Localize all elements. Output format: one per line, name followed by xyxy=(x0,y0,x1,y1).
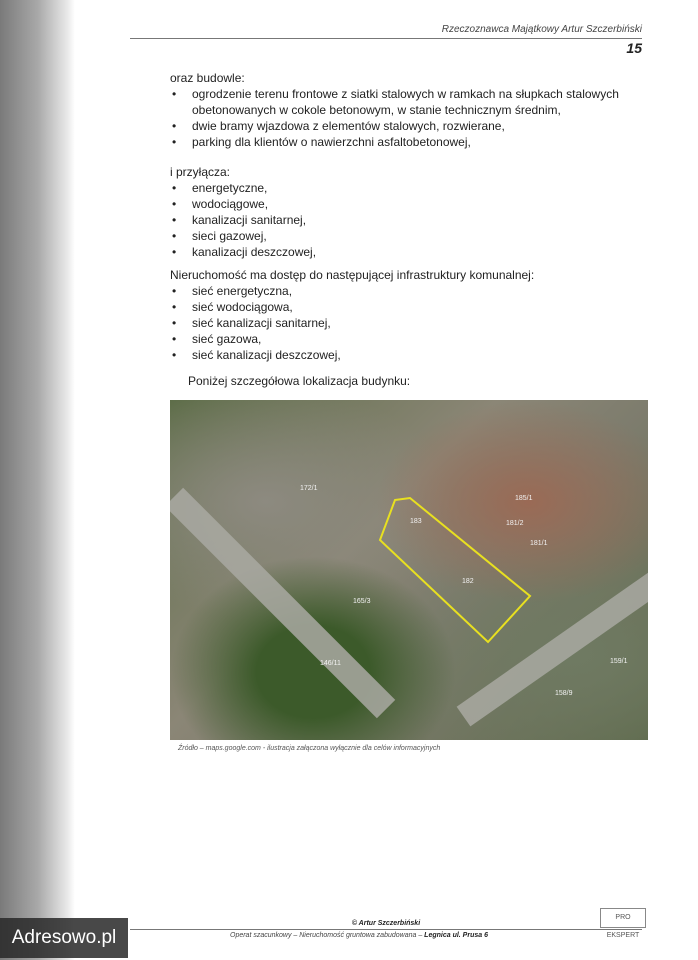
section-intro: Nieruchomość ma dostęp do następującej infrastruktury komunalnej: xyxy=(170,268,535,282)
aerial-map xyxy=(170,400,648,740)
section-intro: i przyłącza: xyxy=(170,165,231,179)
map-caption: Źródło – maps.google.com - ilustracja załączona wyłącznie dla celów informacyjnych xyxy=(178,745,441,752)
list-item: • parking dla klientów o nawierzchni asfaltobetonowej, xyxy=(170,134,640,150)
buildings-section xyxy=(170,70,640,150)
footer-location: Legnica ul. Prusa 6 xyxy=(424,932,488,939)
footer-divider xyxy=(130,929,642,930)
list-item: • ogrodzenie terenu frontowe z siatki stalowych w ramkach na słupkach stalowych obetonowanych w cokole betonowym, w stanie technicznym średnim, xyxy=(170,86,640,118)
connections-section xyxy=(170,164,640,260)
footer-text xyxy=(230,932,488,939)
parcel-label: 146/11 xyxy=(320,660,341,667)
list-item: • dwie bramy wjazdowa z elementów stalowych, rozwierane, xyxy=(170,118,640,134)
list-item: • sieć energetyczna, xyxy=(170,283,640,299)
footer-description: Operat szacunkowy – Nieruchomość gruntowa zabudowana – xyxy=(230,932,425,939)
parcel-label: 181/1 xyxy=(530,540,548,547)
parcel-label: 159/1 xyxy=(610,658,628,665)
parcel-outline xyxy=(170,400,648,740)
list-item: • kanalizacji deszczowej, xyxy=(170,244,640,260)
list-item: • energetyczne, xyxy=(170,180,640,196)
parcel-label: 181/2 xyxy=(506,520,524,527)
list-item: • sieć kanalizacji deszczowej, xyxy=(170,347,640,363)
page-number: 15 xyxy=(626,40,642,56)
list-item: • sieć kanalizacji sanitarnej, xyxy=(170,315,640,331)
parcel-label: 182 xyxy=(462,578,474,585)
list-item: • wodociągowe, xyxy=(170,196,640,212)
scan-shadow xyxy=(0,0,75,960)
map-intro: Poniżej szczegółowa lokalizacja budynku: xyxy=(188,374,411,388)
parcel-label: 165/3 xyxy=(353,598,371,605)
parcel-label: 158/9 xyxy=(555,690,573,697)
list-item: • sieć gazowa, xyxy=(170,331,640,347)
running-header: Rzeczoznawca Majątkowy Artur Szczerbiński xyxy=(130,24,642,39)
adresowo-watermark: Adresowo.pl xyxy=(0,918,128,958)
parcel-label: 185/1 xyxy=(515,495,533,502)
parcel-label: 172/1 xyxy=(300,485,318,492)
list-item: • kanalizacji sanitarnej, xyxy=(170,212,640,228)
infrastructure-section xyxy=(170,267,640,363)
pro-ekspert-logo: PRO EKSPERT xyxy=(600,908,646,928)
list-item: • sieć wodociągowa, xyxy=(170,299,640,315)
footer-copyright: © Artur Szczerbiński xyxy=(351,920,421,927)
list-item: • sieci gazowej, xyxy=(170,228,640,244)
section-intro: oraz budowle: xyxy=(170,71,245,85)
parcel-label: 183 xyxy=(410,518,422,525)
